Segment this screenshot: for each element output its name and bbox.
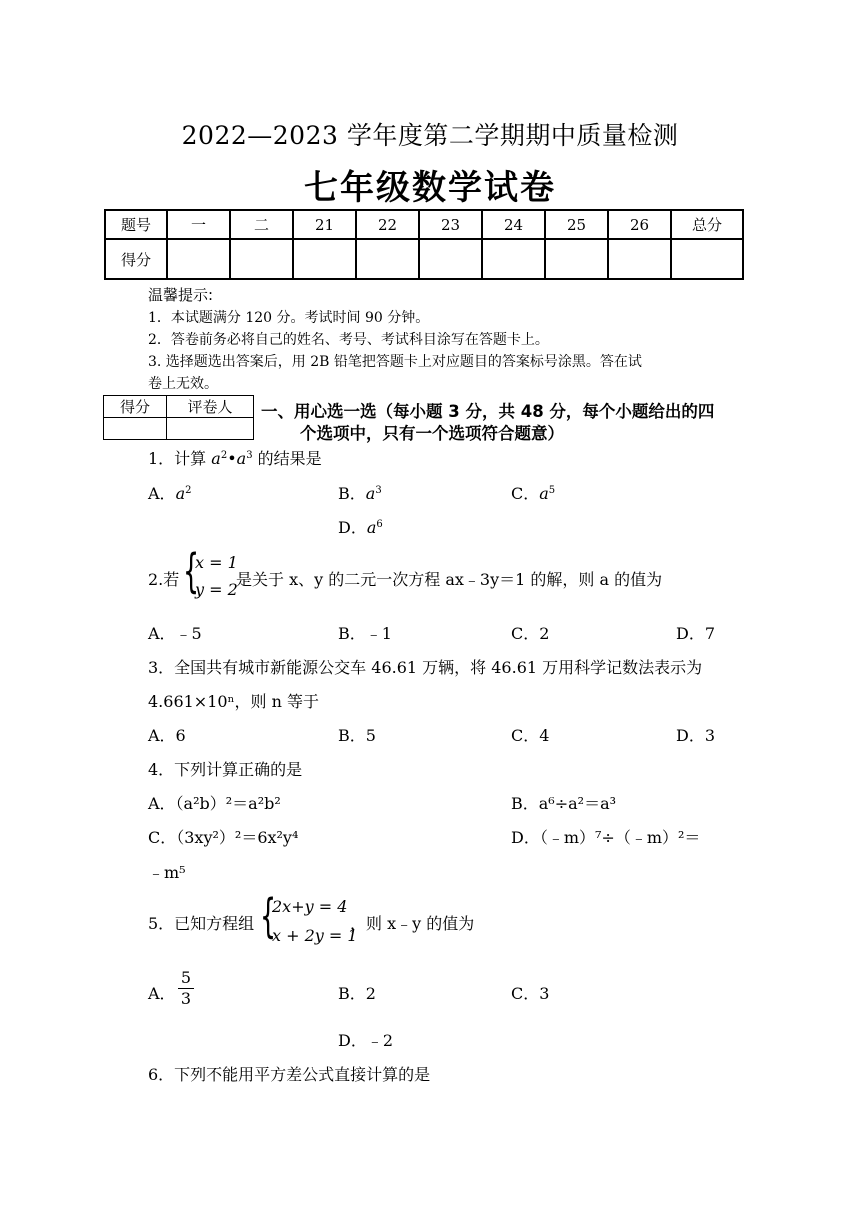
grader-score-label: 得分 bbox=[104, 396, 167, 418]
q5-prefix: 5．已知方程组 bbox=[148, 914, 255, 933]
grader-name-label: 评卷人 bbox=[167, 396, 254, 418]
q5-system-eq1: 2x+y = 4 bbox=[272, 897, 348, 916]
q1-option-c[interactable]: C．$a^5$ bbox=[511, 484, 556, 503]
score-header-cell: 总分 bbox=[671, 210, 743, 239]
score-cell[interactable] bbox=[293, 239, 356, 279]
q3-option-b[interactable]: B．5 bbox=[338, 726, 376, 745]
score-header-cell: 23 bbox=[419, 210, 482, 239]
fraction-denominator: 3 bbox=[178, 988, 194, 1008]
q5-option-a-fraction bbox=[178, 968, 194, 1008]
q2-text: 是关于 x、y 的二元一次方程 ax﹣3y＝1 的解，则 a 的值为 bbox=[236, 570, 663, 589]
score-row-label: 得分 bbox=[105, 239, 167, 279]
q2-system-eq1: x = 1 bbox=[195, 553, 238, 572]
tip-item: 3. 选择题选出答案后，用 2B 铅笔把答题卡上对应题目的答案标号涂黑。答在试 bbox=[148, 354, 642, 370]
score-cell[interactable] bbox=[671, 239, 743, 279]
exam-title: 七年级数学试卷 bbox=[304, 168, 556, 208]
q3-option-d[interactable]: D．3 bbox=[676, 726, 716, 745]
score-header-cell: 25 bbox=[545, 210, 608, 239]
question-3: 3．全国共有城市新能源公交车 46.61 万辆，将 46.61 万用科学记数法表示为 bbox=[148, 658, 703, 677]
q2-option-c[interactable]: C．2 bbox=[511, 624, 550, 643]
score-cell[interactable] bbox=[356, 239, 419, 279]
q4-option-d-cont: ﹣m⁵ bbox=[148, 863, 186, 882]
left-brace-icon: { bbox=[260, 889, 277, 943]
q2-option-d[interactable]: D．7 bbox=[676, 624, 716, 643]
q1-option-d[interactable]: D．$a^6$ bbox=[338, 518, 383, 537]
grader-name-cell[interactable] bbox=[167, 418, 254, 440]
q4-option-b[interactable]: B．a⁶÷a²＝a³ bbox=[511, 794, 617, 813]
tips-heading: 温馨提示: bbox=[148, 286, 214, 304]
score-header-cell: 24 bbox=[482, 210, 545, 239]
tip-item: 卷上无效。 bbox=[148, 376, 218, 392]
score-cell[interactable] bbox=[230, 239, 293, 279]
score-header-cell: 一 bbox=[167, 210, 230, 239]
q3-option-c[interactable]: C．4 bbox=[511, 726, 550, 745]
score-table-score-row bbox=[105, 239, 743, 279]
score-table bbox=[104, 209, 744, 280]
score-header-cell: 22 bbox=[356, 210, 419, 239]
q2-option-b[interactable]: B．﹣1 bbox=[338, 624, 392, 643]
score-header-cell: 二 bbox=[230, 210, 293, 239]
question-1: 1．计算 $a^2•a^3$ 的结果是 bbox=[148, 449, 322, 468]
grader-score-cell[interactable] bbox=[104, 418, 167, 440]
fraction-numerator: 5 bbox=[180, 968, 192, 987]
q1-option-a[interactable]: A．$a^2$ bbox=[148, 484, 192, 503]
score-cell[interactable] bbox=[419, 239, 482, 279]
q5-suffix: ，则 x﹣y 的值为 bbox=[350, 914, 475, 933]
left-brace-icon: { bbox=[183, 544, 200, 598]
grader-table bbox=[103, 395, 254, 440]
score-header-cell: 题号 bbox=[105, 210, 167, 239]
exam-subtitle: 2022—2023 学年度第二学期期中质量检测 bbox=[181, 121, 679, 150]
question-6: 6．下列不能用平方差公式直接计算的是 bbox=[148, 1065, 431, 1084]
q4-option-a[interactable]: A．（a²b）²＝a²b² bbox=[148, 794, 281, 813]
q5-option-b[interactable]: B．2 bbox=[338, 984, 376, 1003]
q2-option-a[interactable]: A．﹣5 bbox=[148, 624, 202, 643]
q5-option-d[interactable]: D．﹣2 bbox=[338, 1031, 394, 1050]
q5-system-eq2: x + 2y = 1 bbox=[272, 926, 358, 945]
score-cell[interactable] bbox=[482, 239, 545, 279]
q1-option-b[interactable]: B．$a^3$ bbox=[338, 484, 382, 503]
score-table-header-row bbox=[105, 210, 743, 239]
score-header-cell: 26 bbox=[608, 210, 671, 239]
q2-system-eq2: y = 2 bbox=[195, 580, 238, 599]
score-cell[interactable] bbox=[608, 239, 671, 279]
question-4: 4．下列计算正确的是 bbox=[148, 760, 303, 779]
score-cell[interactable] bbox=[167, 239, 230, 279]
q4-option-d[interactable]: D．（﹣m）⁷÷（﹣m）²＝ bbox=[511, 828, 701, 847]
q3-option-a[interactable]: A．6 bbox=[148, 726, 186, 745]
q4-option-c[interactable]: C．（3xy²）²＝6x²y⁴ bbox=[148, 828, 299, 847]
question-3-cont: 4.661×10ⁿ，则 n 等于 bbox=[148, 692, 319, 711]
section-heading: 一、用心选一选（每小题 3 分，共 48 分，每个小题给出的四 bbox=[261, 402, 715, 421]
score-header-cell: 21 bbox=[293, 210, 356, 239]
tip-item: 1．本试题满分 120 分。考试时间 90 分钟。 bbox=[148, 310, 430, 326]
q2-prefix: 2.若 bbox=[148, 570, 180, 589]
section-heading-cont: 个选项中，只有一个选项符合题意） bbox=[300, 424, 564, 443]
tip-item: 2．答卷前务必将自己的姓名、考号、考试科目涂写在答题卡上。 bbox=[148, 332, 549, 348]
score-cell[interactable] bbox=[545, 239, 608, 279]
q5-option-c[interactable]: C．3 bbox=[511, 984, 550, 1003]
q5-option-a[interactable]: A． bbox=[148, 984, 176, 1003]
